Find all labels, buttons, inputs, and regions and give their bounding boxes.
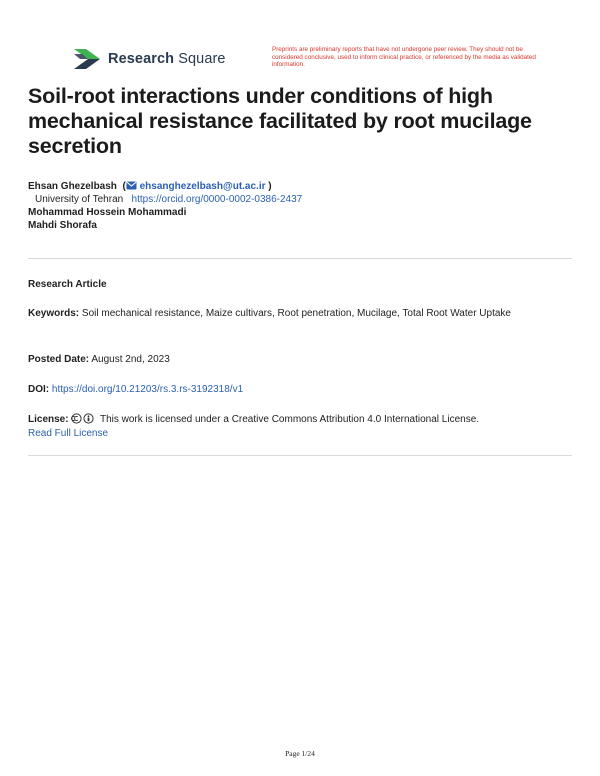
article-type-row [28,278,568,292]
doi-link[interactable]: https://doi.org/10.21203/rs.3.rs-3192318/v1 [51,384,244,395]
doi-row [28,383,568,397]
logo-text [108,51,226,67]
logo-word-research: Research [108,51,175,67]
author-email-link[interactable]: ehsanghezelbash@ut.ac.ir [139,181,266,192]
author-3: Mahdi Shorafa [28,220,97,231]
doi-label: DOI: [28,384,50,395]
research-square-logo-icon [72,47,102,71]
page-number: Page 1/24 [285,749,315,758]
logo-word-square: Square [178,51,226,67]
research-square-logo[interactable] [72,47,226,71]
divider [28,258,572,259]
email-icon [126,181,137,190]
license-row [28,413,568,441]
posted-date-value: August 2nd, 2023 [91,354,170,365]
author-affiliation: University of Tehran [35,194,124,205]
author-1: Ehsan Ghezelbash ( ehsanghezelbash@ut.ac.ir ) [28,181,272,192]
read-full-license-link[interactable]: Read Full License [28,428,109,439]
posted-date-row [28,353,568,367]
author-2: Mohammad Hossein Mohammadi [28,207,187,218]
preprint-disclaimer: Preprints are preliminary reports that have not undergone peer review. They should not be considered conclusive, used to inform clinical practice, or referenced by the media as validated information. [272,46,536,69]
paper-title: Soil-root interactions under conditions of high mechanical resistance facilitated by root mucilage secretion [28,84,532,158]
license-label: License: [28,414,69,425]
posted-date-label: Posted Date: [28,354,90,365]
orcid-link[interactable]: https://orcid.org/0000-0002-0386-2437 [131,194,303,205]
keywords-row [28,307,568,321]
author-list [28,180,576,232]
divider [28,455,572,456]
license-text: This work is licensed under a Creative Commons Attribution 4.0 International License. [99,414,480,425]
creative-commons-icon [71,413,95,424]
keywords-label: Keywords: [28,308,80,319]
keywords-value: Soil mechanical resistance, Maize cultivars, Root penetration, Mucilage, Total Root Water Uptake [81,308,511,319]
article-type: Research Article [28,279,107,290]
author-name: Ehsan Ghezelbash [28,181,117,192]
author-affiliation-row [28,193,576,206]
page-header [72,47,542,73]
